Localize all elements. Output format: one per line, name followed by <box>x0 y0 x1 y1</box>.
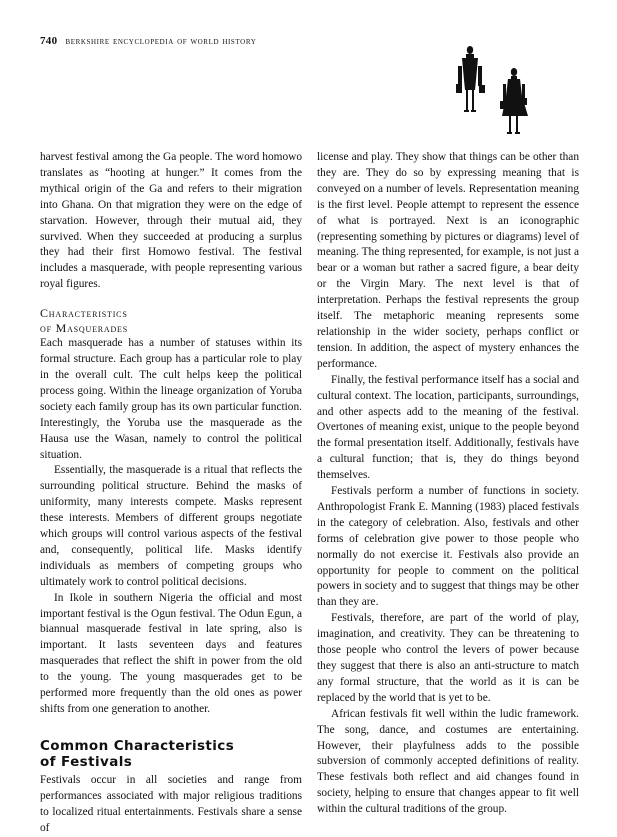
page-number: 740 <box>40 35 58 47</box>
right-column <box>317 150 579 818</box>
body-paragraph: Festivals perform a number of functions in society. Anthropologist Frank E. Manning (1983) placed festivals in the category of celebration. Also, festivals and other forms of celebration give power to those people who normally do not exercise it. Festivals also provide an opportunity for people to comment on the political powers in society and to suggest that things may be other than they are. <box>317 485 579 609</box>
left-column <box>40 150 302 837</box>
body-paragraph: Each masquerade has a number of statuses within its formal structure. Each group has a particular role to play in the overall cult. The cult helps keep the political process going. Within the lineage organization of Yoruba society each family group has its own particular function. Interestingly, the Yoruba use the masquerade as the Hausa use the Wasan, namely to control the political situation. <box>40 337 302 461</box>
section-heading-line: of Festivals <box>40 753 133 770</box>
body-paragraph: In Ikole in southern Nigeria the official and most important festival is the Ogun festival. The Odun Egun, a biannual masquerade festival in late spring, also is important. It lasts seventeen days and features masquerades that reflect the shift in power from the old to the young. The young masquerades get to be performed more frequently than the old ones as power shifts from one generation to another. <box>40 591 302 715</box>
section-heading <box>40 738 302 770</box>
body-paragraph: Festivals occur in all societies and range from performances associated with major religious traditions to localized ritual entertainments. Festivals share a sense of <box>40 773 302 834</box>
body-paragraph: African festivals fit well within the ludic framework. The song, dance, and costumes are entertaining. However, their playfulness adds to the possible subversion of commonly accepted definitions of reality. These festivals both reflect and aid changes found in society, helping to ensure that changes appear to fit well within the cultural traditions of the group. <box>317 707 579 816</box>
running-title: berkshire encyclopedia of world history <box>65 36 257 47</box>
body-paragraph: Festivals, therefore, are part of the world of play, imagination, and creativity. They can be threatening to those people who control the levers of power because they suggest that there is also an anti-structure to match any formal structure, that the world as it is can be replaced by the world that is yet to be. <box>317 612 579 704</box>
body-paragraph: harvest festival among the Ga people. The word homowo translates as “hooting at hunger.” It comes from the mythical origin of the Ga and refers to their migration into Ghana. On that migration they were on the edge of starvation. However, through their mutual aid, they survived. When they succeeded at producing a surplus they had their first Homowo festival. The festival includes a masquerade, with people representing various royal figures. <box>40 151 302 291</box>
body-paragraph: Essentially, the masquerade is a ritual that reflects the surrounding political structure. Behind the masks of uniformity, many interests compete. Masks represent these interests. Members of different groups negotiate which groups will control various aspects of the festival and, consequently, political life. Masks identify individuals as members of competing groups who ultimately work to control political decisions. <box>40 464 302 588</box>
subheading <box>40 306 302 336</box>
running-header <box>40 35 256 47</box>
two-figures-with-bags-illustration <box>448 44 558 154</box>
body-paragraph: Finally, the festival performance itself has a social and cultural context. The location, participants, surroundings, and other aspects add to the meaning of the festival. Overtones of meaning exist, unique to the people beyond the formal presentation itself. Additionally, festivals have a cultural function; that is, they do things beyond themselves. <box>317 373 579 482</box>
figures-svg <box>448 44 558 154</box>
subheading-line: of Masquerades <box>40 321 128 336</box>
subheading-line: Characteristics <box>40 306 128 321</box>
section-heading-line: Common Characteristics <box>40 737 235 754</box>
body-paragraph: license and play. They show that things can be other than they are. They do so by expressing meaning that is conveyed on a number of levels. Representation meaning is the first level. People attempt to represent the essence of what is portrayed. Next is an iconographic (representing something by pictures or diagrams) level of meaning. The thing represented, for example, is not just a bear or a woman but rather a sacred figure, a bear deity or the Virgin Mary. The next level is that of interpretation. Perhaps the festival represents the group itself. The metaphoric meaning represents some relationship in the wider society, perhaps conflict or tension. In addition, the aspect of mystery enhances the performance. <box>317 151 579 370</box>
